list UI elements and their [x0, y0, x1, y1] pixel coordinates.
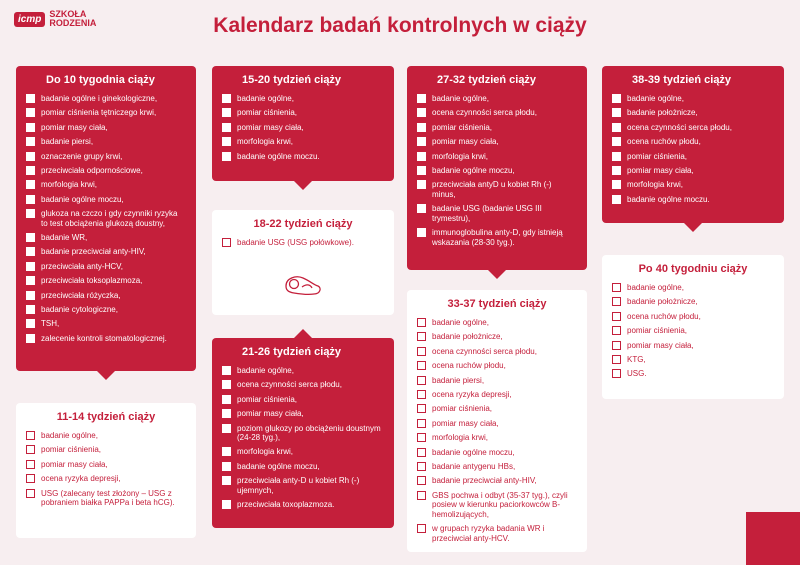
- checklist-item-label: badanie ogólne moczu,: [41, 194, 124, 204]
- logo-mark: icmp: [14, 12, 45, 27]
- checklist-item: [26, 460, 186, 470]
- checklist-item-label: ocena czynności serca płodu,: [237, 380, 342, 390]
- checklist-item-label: badanie antygenu HBs,: [432, 461, 516, 471]
- checklist-item: [612, 312, 774, 322]
- checklist-item-label: badanie ogólne,: [432, 94, 489, 103]
- checkbox[interactable]: [612, 152, 621, 161]
- checkbox[interactable]: [26, 247, 35, 256]
- checklist-item: [222, 424, 384, 443]
- checklist-item-label: ocena ryzyka depresji,: [41, 474, 121, 484]
- card-title: 21-26 tydzień ciąży: [242, 346, 342, 358]
- checklist: [417, 94, 577, 247]
- checklist-item-label: morfologia krwi,: [237, 137, 294, 147]
- checkbox[interactable]: [612, 108, 621, 117]
- checklist-item-label: pomiar ciśnienia,: [237, 108, 298, 118]
- checklist: [612, 94, 774, 204]
- checkbox[interactable]: [26, 262, 35, 271]
- checklist-item: [612, 180, 774, 190]
- checkbox[interactable]: [26, 180, 35, 189]
- checklist-item-label: pomiar masy ciała,: [432, 137, 499, 147]
- checkbox[interactable]: [612, 283, 621, 292]
- checklist-item: [612, 195, 774, 205]
- checklist-item-label: ocena ryzyka depresji,: [432, 389, 512, 399]
- checklist-item: [612, 137, 774, 147]
- checkbox[interactable]: [26, 445, 35, 454]
- checklist-item-label: badanie położnicze,: [627, 108, 698, 118]
- checklist: [26, 431, 186, 508]
- checklist-item-label: badanie WR,: [41, 233, 88, 243]
- checklist-item: [417, 228, 577, 247]
- checkbox[interactable]: [26, 431, 35, 440]
- card-title: Do 10 tygodnia ciąży: [46, 74, 155, 86]
- card-title: 27-32 tydzień ciąży: [437, 74, 537, 86]
- checkbox[interactable]: [417, 228, 426, 237]
- checklist-item: [417, 347, 577, 357]
- card-week-38-39: [602, 66, 784, 223]
- checklist-item: [222, 137, 384, 147]
- checklist-item-label: TSH,: [41, 319, 60, 329]
- checklist-item: [222, 409, 384, 419]
- checklist-item-label: ocena ruchów płodu,: [432, 361, 506, 371]
- checklist-item-label: morfologia krwi,: [41, 180, 98, 190]
- checkbox[interactable]: [612, 355, 621, 364]
- checkbox[interactable]: [26, 489, 35, 498]
- checklist-item: [612, 297, 774, 307]
- checklist-item-label: pomiar masy ciała,: [237, 409, 304, 419]
- checkbox[interactable]: [222, 366, 231, 375]
- checklist-item: [26, 94, 186, 104]
- checkbox[interactable]: [222, 152, 231, 161]
- logo-text: SZKOŁA RODZENIA: [49, 9, 97, 28]
- checkbox[interactable]: [417, 376, 426, 385]
- checklist-item-label: badanie ogólne i ginekologiczne,: [41, 94, 158, 103]
- checklist-item: [222, 152, 384, 162]
- checkbox[interactable]: [222, 500, 231, 509]
- card-title: Po 40 tygodniu ciąży: [638, 263, 748, 275]
- checklist-item-label: badanie położnicze,: [432, 332, 503, 342]
- checkbox[interactable]: [612, 166, 621, 175]
- checklist-item-label: przeciwciała toksoplazmoza,: [41, 276, 143, 286]
- checklist-item-label: badanie piersi,: [432, 375, 485, 385]
- checkbox[interactable]: [222, 123, 231, 132]
- arrow-down: [488, 270, 506, 279]
- card-title: 18-22 tydzień ciąży: [253, 218, 353, 230]
- checklist-item: [26, 262, 186, 272]
- checkbox[interactable]: [222, 94, 231, 103]
- checklist-item: [222, 447, 384, 457]
- checklist: [612, 283, 774, 379]
- checklist-item-label: pomiar ciśnienia,: [432, 122, 493, 132]
- checklist-item-label: pomiar masy ciała,: [41, 122, 108, 132]
- checklist: [222, 238, 384, 248]
- checklist-item-label: oznaczenie grupy krwi,: [41, 151, 123, 161]
- checklist-item-label: morfologia krwi,: [627, 180, 684, 190]
- checklist-item-label: pomiar masy ciała,: [237, 122, 304, 132]
- checklist-item: [417, 476, 577, 486]
- checkbox[interactable]: [26, 474, 35, 483]
- checklist-item: [26, 195, 186, 205]
- checklist-item: [417, 123, 577, 133]
- checklist-item-label: pomiar ciśnienia,: [41, 445, 102, 455]
- checklist-item-label: poziom glukozy po obciążeniu doustnym (24-28 tyg.),: [237, 423, 381, 443]
- checkbox[interactable]: [417, 361, 426, 370]
- checklist-item: [26, 291, 186, 301]
- checkbox[interactable]: [417, 166, 426, 175]
- checklist-item-label: badanie przeciwciał anty-HIV,: [41, 247, 146, 257]
- checklist-item: [417, 152, 577, 162]
- checklist-item: [612, 152, 774, 162]
- checkbox[interactable]: [26, 137, 35, 146]
- checklist-item: [222, 366, 384, 376]
- checklist-item: [222, 462, 384, 472]
- checklist-item-label: ocena czynności serca płodu,: [627, 122, 732, 132]
- checklist-item-label: zalecenie kontroli stomatologicznej.: [41, 333, 167, 343]
- checkbox[interactable]: [222, 395, 231, 404]
- arrow-down: [97, 371, 115, 380]
- checklist-item-label: badanie USG (badanie USG III trymestru),: [432, 204, 542, 223]
- checkbox[interactable]: [417, 524, 426, 533]
- checklist-item-label: badanie ogólne,: [41, 431, 98, 440]
- checkbox[interactable]: [26, 319, 35, 328]
- checklist: [26, 94, 186, 343]
- checkbox[interactable]: [222, 108, 231, 117]
- checkbox[interactable]: [26, 460, 35, 469]
- checklist: [222, 366, 384, 510]
- card-week-21-26: [212, 338, 394, 528]
- checklist-item-label: pomiar masy ciała,: [627, 340, 694, 350]
- checklist-item: [417, 448, 577, 458]
- checklist-item: [222, 500, 384, 510]
- checkbox[interactable]: [26, 305, 35, 314]
- checklist-item: [612, 283, 774, 293]
- checklist-item: [417, 524, 577, 543]
- checklist-item: [222, 380, 384, 390]
- checklist-item: [26, 319, 186, 329]
- checklist-item-label: pomiar masy ciała,: [432, 418, 499, 428]
- card-week-15-20: [212, 66, 394, 181]
- checklist-item-label: pomiar ciśnienia,: [237, 394, 298, 404]
- checkbox[interactable]: [26, 166, 35, 175]
- checklist-item: [222, 94, 384, 104]
- checklist-item: [26, 123, 186, 133]
- checkbox[interactable]: [417, 433, 426, 442]
- card-title: 38-39 tydzień ciąży: [632, 74, 732, 86]
- checkbox[interactable]: [612, 137, 621, 146]
- checkbox[interactable]: [417, 419, 426, 428]
- checklist-item: [26, 152, 186, 162]
- checklist-item-label: przeciwciała różyczka,: [41, 290, 121, 300]
- card-week-27-32: [407, 66, 587, 270]
- checklist-item: [26, 305, 186, 315]
- checkbox[interactable]: [26, 123, 35, 132]
- checkbox[interactable]: [222, 462, 231, 471]
- checkbox[interactable]: [417, 448, 426, 457]
- checklist-item: [417, 376, 577, 386]
- checkbox[interactable]: [222, 424, 231, 433]
- checklist-item: [26, 445, 186, 455]
- checklist-item-label: morfologia krwi,: [237, 447, 294, 457]
- checklist-item: [417, 137, 577, 147]
- checklist-item-label: pomiar ciśnienia,: [627, 151, 688, 161]
- checklist-item: [222, 123, 384, 133]
- checklist-item-label: USG.: [627, 369, 647, 379]
- checkbox[interactable]: [26, 276, 35, 285]
- card-week-40-plus: [602, 255, 784, 399]
- checklist-item-label: w grupach ryzyka badania WR i przeciwciał anty-HCV.: [432, 524, 545, 543]
- checklist-item: [26, 474, 186, 484]
- checklist-item: [26, 276, 186, 286]
- checkbox[interactable]: [417, 347, 426, 356]
- checkbox[interactable]: [222, 238, 231, 247]
- checkbox[interactable]: [222, 409, 231, 418]
- checklist-item: [417, 390, 577, 400]
- checkbox[interactable]: [417, 204, 426, 213]
- checkbox[interactable]: [417, 152, 426, 161]
- arrow-down: [294, 181, 312, 190]
- checklist-item: [417, 332, 577, 342]
- checklist-item: [612, 108, 774, 118]
- checklist-item: [612, 369, 774, 379]
- checklist-item: [26, 334, 186, 344]
- checklist-item: [222, 238, 384, 248]
- checklist-item: [417, 318, 577, 328]
- checklist-item: [26, 247, 186, 257]
- checkbox[interactable]: [222, 447, 231, 456]
- checkbox[interactable]: [26, 334, 35, 343]
- checkbox[interactable]: [417, 123, 426, 132]
- checklist: [417, 318, 577, 543]
- checklist-item: [26, 180, 186, 190]
- checklist-item: [417, 419, 577, 429]
- card-title: 33-37 tydzień ciąży: [447, 298, 547, 310]
- checklist-item: [417, 433, 577, 443]
- checkbox[interactable]: [417, 332, 426, 341]
- checklist-item-label: badanie ogólne,: [627, 283, 684, 292]
- checklist-item-label: badanie USG (USG połówkowe).: [237, 238, 354, 247]
- checkbox[interactable]: [612, 326, 621, 335]
- checklist-item: [26, 137, 186, 147]
- checkbox[interactable]: [417, 491, 426, 500]
- checklist-item: [26, 108, 186, 118]
- checklist-item-label: badanie ogólne moczu,: [432, 165, 515, 175]
- checkbox[interactable]: [417, 390, 426, 399]
- checklist-item-label: badanie ogólne,: [237, 94, 294, 103]
- checklist-item: [417, 491, 577, 520]
- checklist-item-label: badanie ogólne,: [237, 366, 294, 375]
- checklist-item-label: badanie piersi,: [41, 137, 94, 147]
- checklist-item-label: KTG,: [627, 354, 646, 364]
- checklist-item: [612, 94, 774, 104]
- checklist-item: [417, 204, 577, 223]
- checkbox[interactable]: [612, 94, 621, 103]
- checklist-item: [222, 395, 384, 405]
- checklist-item: [417, 94, 577, 104]
- checklist-item-label: pomiar ciśnienia,: [432, 404, 493, 414]
- checklist: [222, 94, 384, 161]
- checkbox[interactable]: [26, 233, 35, 242]
- checklist-item-label: badanie ogólne moczu,: [432, 447, 515, 457]
- checklist-item-label: badanie cytologiczne,: [41, 304, 118, 314]
- checkbox[interactable]: [417, 404, 426, 413]
- checkbox[interactable]: [222, 476, 231, 485]
- checklist-item: [612, 123, 774, 133]
- checklist-item: [612, 326, 774, 336]
- checklist-item-label: badanie ogólne,: [432, 318, 489, 327]
- checklist-item-label: ocena ruchów płodu,: [627, 137, 701, 147]
- checkbox[interactable]: [417, 462, 426, 471]
- checkbox[interactable]: [417, 137, 426, 146]
- checklist-item-label: badanie ogólne moczu.: [237, 151, 320, 161]
- checkbox[interactable]: [417, 108, 426, 117]
- checklist-item-label: glukoza na czczo i gdy czynniki ryzyka to test obciążenia glukozą doustny,: [41, 209, 178, 228]
- checkbox[interactable]: [417, 94, 426, 103]
- checkbox[interactable]: [612, 180, 621, 189]
- checklist-item-label: badanie ogólne moczu,: [237, 461, 320, 471]
- checklist-item: [26, 233, 186, 243]
- checklist-item-label: morfologia krwi,: [432, 151, 489, 161]
- checklist-item-label: przeciwciała odpornościowe,: [41, 165, 143, 175]
- checklist-item-label: GBS pochwa i odbyt (35-37 tyg.), czyli posiew w kierunku paciorkowców B-hemolizujących,: [432, 490, 568, 519]
- checklist-item-label: ocena czynności serca płodu,: [432, 108, 537, 118]
- checklist-item: [417, 462, 577, 472]
- checkbox[interactable]: [26, 209, 35, 218]
- checkbox[interactable]: [417, 476, 426, 485]
- checklist-item-label: badanie ogólne moczu.: [627, 194, 710, 204]
- card-week-11-14: [16, 403, 196, 538]
- card-week-33-37: [407, 290, 587, 552]
- checkbox[interactable]: [612, 312, 621, 321]
- checklist-item-label: badanie przeciwciał anty-HIV,: [432, 476, 537, 486]
- checklist-item: [612, 355, 774, 365]
- checklist-item-label: badanie położnicze,: [627, 297, 698, 307]
- checklist-item: [417, 180, 577, 199]
- checklist-item-label: ocena czynności serca płodu,: [432, 346, 537, 356]
- page-title: Kalendarz badań kontrolnych w ciąży: [213, 14, 587, 37]
- checklist-item: [26, 489, 186, 508]
- checkbox[interactable]: [612, 369, 621, 378]
- corner-decoration: [746, 512, 800, 565]
- checklist-item: [222, 108, 384, 118]
- checkbox[interactable]: [612, 341, 621, 350]
- arrow-down: [684, 223, 702, 232]
- checklist-item: [26, 431, 186, 441]
- checkbox[interactable]: [26, 108, 35, 117]
- checkbox[interactable]: [222, 380, 231, 389]
- checkbox[interactable]: [417, 318, 426, 327]
- arrow-up: [294, 329, 312, 338]
- baby-icon: [280, 272, 324, 300]
- checkbox[interactable]: [26, 152, 35, 161]
- checkbox[interactable]: [612, 123, 621, 132]
- checkbox[interactable]: [26, 94, 35, 103]
- checkbox[interactable]: [26, 291, 35, 300]
- checkbox[interactable]: [417, 180, 426, 189]
- checklist-item-label: przeciwciała anty-HCV,: [41, 261, 123, 271]
- checklist-item: [222, 476, 384, 495]
- card-week-0-10: [16, 66, 196, 371]
- card-title: 11-14 tydzień ciąży: [56, 411, 156, 423]
- checklist-item: [612, 341, 774, 351]
- checklist-item-label: ocena ruchów płodu,: [627, 311, 701, 321]
- checklist-item: [417, 166, 577, 176]
- checklist-item: [26, 166, 186, 176]
- checklist-item-label: przeciwciała toxoplazmoza.: [237, 500, 335, 510]
- checkbox[interactable]: [26, 195, 35, 204]
- checklist-item: [26, 209, 186, 228]
- checklist-item-label: immunoglobulina anty-D, gdy istnieją wskazania (28-30 tyg.).: [432, 228, 563, 247]
- checklist-item-label: USG (zalecany test złożony – USG z pobraniem białka PAPPa i beta hCG).: [41, 488, 175, 508]
- checklist-item-label: pomiar ciśnienia,: [627, 326, 688, 336]
- checklist-item-label: przeciwciała anty-D u kobiet Rh (-) ujemnych,: [237, 476, 360, 495]
- checklist-item-label: morfologia krwi,: [432, 433, 489, 443]
- checklist-item: [417, 108, 577, 118]
- checklist-item-label: badanie ogólne,: [627, 94, 684, 103]
- checklist-item-label: pomiar masy ciała,: [41, 459, 108, 469]
- checklist-item: [417, 361, 577, 371]
- checklist-item: [612, 166, 774, 176]
- checkbox[interactable]: [612, 297, 621, 306]
- checklist-item-label: przeciwciała antyD u kobiet Rh (-) minus,: [432, 180, 552, 199]
- checklist-item-label: pomiar masy ciała,: [627, 165, 694, 175]
- card-title: 15-20 tydzień ciąży: [242, 74, 342, 86]
- checklist-item-label: pomiar ciśnienia tętniczego krwi,: [41, 108, 157, 118]
- checklist-item: [417, 404, 577, 414]
- checkbox[interactable]: [222, 137, 231, 146]
- checkbox[interactable]: [612, 195, 621, 204]
